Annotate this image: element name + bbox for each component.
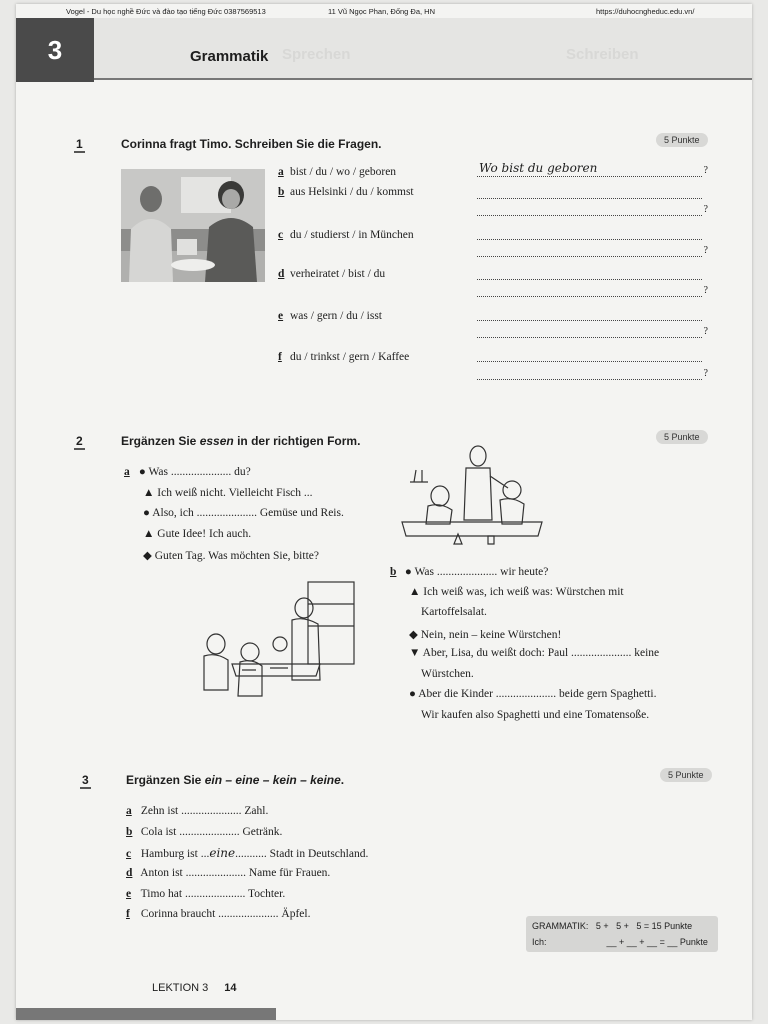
blank[interactable]: ..................... — [179, 826, 240, 838]
item-text: ........... Stadt in Deutschland. — [235, 848, 369, 860]
blank[interactable]: ..................... — [181, 805, 242, 817]
item-text: Zehn ist — [140, 805, 182, 817]
header-center-text: 11 Vũ Ngọc Phan, Đống Đa, HN — [328, 7, 436, 16]
header-right-link[interactable]: https://duhocngheduc.edu.vn/ — [596, 7, 695, 16]
page-number: 14 — [224, 982, 237, 994]
part-letter: a — [124, 466, 130, 478]
handwritten-blank[interactable]: eine — [209, 846, 236, 860]
dialog-b-line-8 — [421, 709, 649, 721]
handwritten-answer: Wo bist du geboren — [479, 161, 598, 175]
item-text: Cola ist — [140, 826, 180, 838]
dialog-a-line-3 — [143, 507, 344, 519]
ghost-tab-schreiben: Schreiben — [566, 46, 639, 63]
question-b — [278, 186, 414, 198]
answer-line-d1[interactable] — [477, 267, 702, 280]
fill-item-c — [126, 846, 368, 860]
question-e — [278, 310, 382, 322]
speaker-symbol: ▲ — [409, 586, 421, 598]
dialog-b-line-1 — [390, 566, 548, 578]
question-mark: ? — [703, 285, 708, 296]
question-text: was / gern / du / isst — [290, 310, 382, 322]
item-letter: d — [278, 268, 285, 280]
answer-line-f1[interactable] — [477, 349, 702, 362]
answer-line-b2[interactable] — [477, 203, 708, 216]
question-f — [278, 351, 409, 363]
fill-item-f — [126, 908, 310, 920]
title-part: Ergänzen Sie — [126, 773, 205, 787]
item-text: Getränk. — [239, 826, 283, 838]
title-part: . — [340, 773, 345, 787]
dialog-text: Nein, nein – keine Würstchen! — [420, 629, 562, 641]
item-text: Äpfel. — [278, 908, 311, 920]
score-box — [526, 916, 718, 952]
speaker-symbol: ▲ — [143, 528, 155, 540]
item-text: Timo hat — [140, 888, 185, 900]
fill-item-a — [126, 805, 268, 817]
answer-line-c1[interactable] — [477, 227, 702, 240]
question-mark: ? — [703, 165, 708, 176]
item-text: Hamburg ist ... — [140, 848, 210, 860]
dialog-text: Ich weiß was, ich weiß was: Würstchen mit — [423, 586, 624, 598]
dialog-a-line-1 — [124, 466, 251, 478]
question-mark: ? — [703, 204, 708, 215]
question-text: verheiratet / bist / du — [290, 268, 386, 280]
item-text: Zahl. — [241, 805, 269, 817]
section-title: Grammatik — [190, 48, 269, 65]
question-mark: ? — [703, 326, 708, 337]
item-letter: f — [278, 351, 282, 363]
speaker-symbol: ◆ — [409, 629, 418, 641]
item-text: Anton ist — [140, 867, 186, 879]
source-header-bar — [16, 4, 752, 18]
dialog-b-line-3 — [421, 606, 487, 618]
speaker-symbol: ▼ — [409, 647, 421, 659]
dialog-b-line-7 — [409, 688, 656, 700]
exercise-2-points-badge: 5 Punkte — [656, 430, 708, 444]
speaker-symbol: ● — [143, 507, 150, 519]
dialog-b-line-2 — [409, 586, 624, 598]
dialog-text: Ich weiß nicht. Vielleicht Fisch ... — [157, 487, 313, 499]
item-letter: d — [126, 867, 133, 879]
blank[interactable]: ..................... — [218, 908, 279, 920]
answer-line-b1[interactable] — [477, 186, 702, 199]
exercise-3-number: 3 — [82, 773, 89, 787]
question-d — [278, 268, 385, 280]
fill-item-e — [126, 888, 285, 900]
illustration-restaurant — [392, 440, 552, 552]
dialog-text[interactable]: Also, ich ..................... Gemüse und Reis. — [152, 507, 344, 519]
header-left-text: Vogel - Du học nghề Đức và đào tạo tiếng Đức 0387569513 — [66, 7, 266, 16]
question-text: aus Helsinki / du / kommst — [290, 186, 414, 198]
footer-bar — [16, 1008, 276, 1020]
exercise-2-title — [121, 434, 360, 448]
title-emphasis: essen — [199, 434, 234, 448]
dialog-text: Gute Idee! Ich auch. — [157, 528, 252, 540]
dialog-a-line-4 — [143, 528, 251, 540]
dialog-text: Kartoffelsalat. — [421, 606, 487, 618]
question-mark: ? — [703, 245, 708, 256]
question-text: bist / du / wo / geboren — [290, 166, 397, 178]
score-self-line[interactable]: Ich: __ + __ + __ = __ Punkte — [532, 937, 708, 947]
dialog-text[interactable]: Aber die Kinder ..................... beide gern Spaghetti. — [418, 688, 657, 700]
part-letter: b — [390, 566, 397, 578]
item-text: Corinna braucht — [140, 908, 219, 920]
dialog-text[interactable]: Was ..................... wir heute? — [414, 566, 549, 578]
exercise-3-points-badge: 5 Punkte — [660, 768, 712, 782]
speaker-symbol: ▲ — [143, 487, 155, 499]
score-total-line: GRAMMATIK: 5 + 5 + 5 = 15 Punkte — [532, 921, 693, 931]
fill-item-b — [126, 826, 282, 838]
dialog-text[interactable]: Aber, Lisa, du weißt doch: Paul ..................... keine — [422, 647, 660, 659]
question-mark: ? — [703, 368, 708, 379]
chapter-number: 3 — [16, 18, 94, 82]
exercise-1-title: Corinna fragt Timo. Schreiben Sie die Fragen. — [121, 137, 382, 151]
exercise-1-number: 1 — [76, 137, 83, 151]
item-letter: a — [278, 166, 284, 178]
blank[interactable]: ..................... — [185, 867, 246, 879]
item-letter: e — [278, 310, 284, 322]
fill-item-d — [126, 867, 330, 879]
dialog-b-line-6 — [421, 668, 474, 680]
speaker-symbol: ● — [404, 566, 412, 578]
photo-corinna-timo — [121, 169, 265, 282]
question-a — [278, 166, 396, 178]
exercise-3-title — [126, 773, 344, 787]
item-letter: b — [126, 826, 133, 838]
page-footer — [152, 982, 237, 994]
ghost-tab-sprechen: Sprechen — [282, 46, 351, 63]
dialog-text: Würstchen. — [421, 668, 474, 680]
answer-line-f2[interactable] — [477, 367, 708, 380]
item-letter: e — [126, 888, 132, 900]
lesson-label: LEKTION 3 — [152, 982, 209, 994]
dialog-text[interactable]: Was ..................... du? — [148, 466, 251, 478]
dialog-b-line-4 — [409, 627, 561, 641]
answer-line-a[interactable] — [477, 161, 708, 177]
item-letter: f — [126, 908, 130, 920]
dialog-a-line-2 — [143, 487, 313, 499]
exercise-1-points-badge: 5 Punkte — [656, 133, 708, 147]
title-part: in der richtigen Form. — [233, 434, 361, 448]
item-letter: c — [126, 848, 132, 860]
title-part: Ergänzen Sie — [121, 434, 200, 448]
dialog-a-line-5 — [143, 548, 319, 562]
item-text: Tochter. — [245, 888, 286, 900]
item-letter: c — [278, 229, 284, 241]
question-c — [278, 229, 414, 241]
speaker-symbol: ● — [138, 466, 146, 478]
question-text: du / trinkst / gern / Kaffee — [290, 351, 410, 363]
answer-line-e2[interactable] — [477, 325, 708, 338]
dialog-text: Guten Tag. Was möchten Sie, bitte? — [154, 550, 319, 562]
header-rule — [94, 78, 752, 80]
title-emphasis: ein – eine – kein – keine — [204, 773, 341, 787]
answer-line-d2[interactable] — [477, 284, 708, 297]
blank[interactable]: ..................... — [184, 888, 246, 900]
item-text: Name für Frauen. — [246, 867, 331, 879]
answer-line-c2[interactable] — [477, 244, 708, 257]
dialog-text: Wir kaufen also Spaghetti und eine Tomatensoße. — [421, 709, 650, 721]
exercise-2-number: 2 — [76, 434, 83, 448]
item-letter: b — [278, 186, 285, 198]
speaker-symbol: ● — [409, 688, 416, 700]
illustration-family-kitchen — [192, 580, 360, 706]
question-text: du / studierst / in München — [290, 229, 414, 241]
speaker-symbol: ◆ — [143, 550, 152, 562]
answer-line-e1[interactable] — [477, 308, 702, 321]
item-letter: a — [126, 805, 132, 817]
dialog-b-line-5 — [409, 647, 659, 659]
